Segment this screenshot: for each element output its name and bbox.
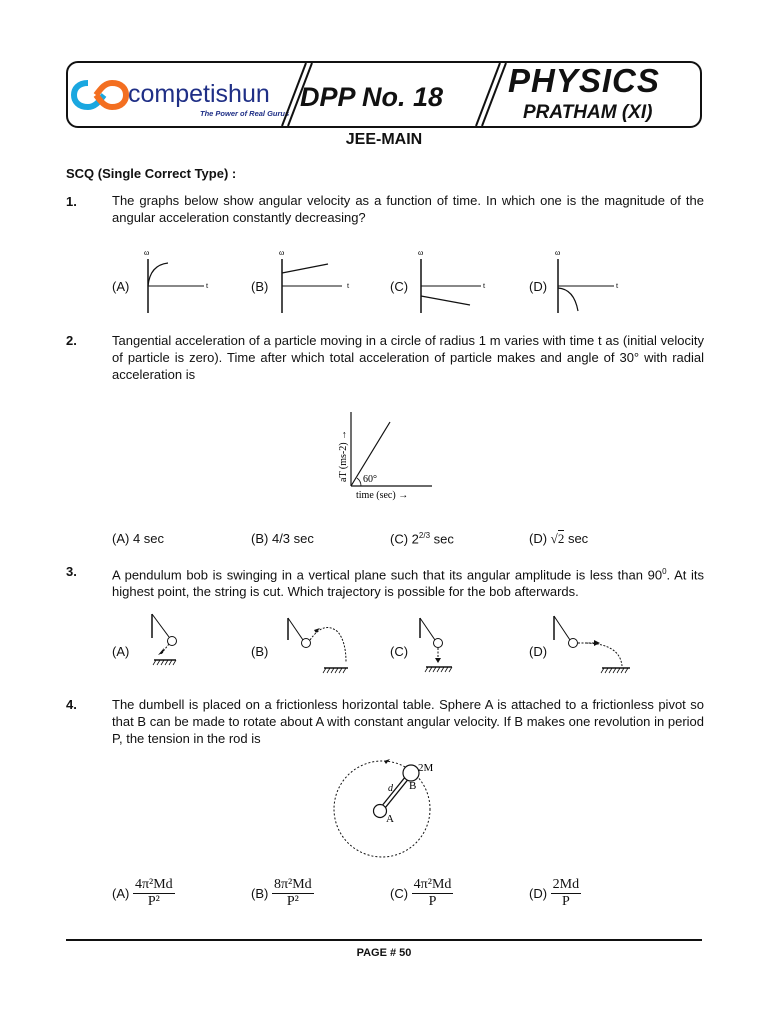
option-unit: sec (567, 531, 589, 546)
q1-graph-b (276, 245, 356, 315)
brand-name: competishun (128, 80, 270, 108)
option-label: (B) (251, 886, 269, 901)
axis-t-label: t (347, 281, 350, 290)
q3-figure-d (550, 612, 640, 674)
q4-option-d (529, 877, 581, 910)
fraction-denominator: P (428, 894, 437, 909)
q2-graph (332, 408, 442, 508)
brand-logo (72, 78, 292, 122)
q3-figure-b (282, 612, 352, 674)
q1-graph-c (415, 245, 495, 315)
option-label: (C) (390, 531, 409, 547)
q1-graph-d (552, 245, 632, 315)
question-number-4: 4. (66, 697, 77, 712)
q2-option-d (529, 531, 588, 547)
axis-omega-label: ω (144, 248, 150, 257)
axis-t-label: t (483, 281, 486, 290)
q3-option-a-label: (A) (112, 644, 130, 659)
option-label: (A) (112, 886, 130, 901)
option-label: (C) (390, 886, 409, 901)
question-text-2: Tangential acceleration of a particle moving in a circle of radius 1 m varies with time t as (initial velocity of particle is zero). Time after which total acceleration of particle makes and angle of 30° with radial acceleration is (112, 333, 704, 382)
q3-option-d-label: (D) (529, 644, 548, 659)
exam-title: JEE-MAIN (345, 131, 423, 148)
option-unit: sec (433, 531, 454, 547)
option-label: (D) (529, 531, 548, 546)
y-axis-label: aT (ms-2) → (338, 429, 349, 482)
fraction-denominator: P² (147, 894, 160, 909)
option-fraction (551, 877, 581, 910)
dpp-number: DPP No. 18 (300, 82, 444, 112)
q1-option-d-label: (D) (529, 279, 548, 294)
q2-option-b (251, 531, 314, 546)
axis-t-label: t (616, 281, 619, 290)
option-exponent: 2/3 (418, 531, 431, 540)
q1-option-a-label: (A) (112, 279, 130, 294)
mass-label: 2M (418, 762, 434, 774)
option-label: (A) (112, 531, 130, 546)
option-fraction (272, 877, 314, 910)
q3-text-part1: A pendulum bob is swinging in a vertical plane such that its angular amplitude is less than 90 (112, 567, 663, 583)
subject-title: PHYSICS (508, 62, 660, 99)
q1-option-b-label: (B) (251, 279, 269, 294)
q1-option-c-label: (C) (390, 279, 409, 294)
question-text-3 (112, 563, 704, 600)
axis-t-label: t (206, 281, 209, 290)
q2-option-c (390, 531, 454, 546)
option-label: (B) (251, 531, 269, 546)
fraction-numerator: 4π²Md (413, 877, 452, 892)
x-axis-label: time (sec) → (356, 490, 409, 501)
question-text-1: The graphs below show angular velocity as a function of time. In which one is the magnitude of the angular acceleration constantly decreasing? (112, 193, 704, 225)
section-title: SCQ (Single Correct Type) : (66, 166, 237, 181)
angle-label: 60° (363, 474, 377, 485)
question-number-3: 3. (66, 564, 77, 579)
page-number: PAGE # 50 (356, 947, 412, 959)
option-fraction (133, 877, 175, 910)
distance-d-label: d (388, 783, 393, 794)
option-fraction (412, 877, 454, 910)
q4-option-a (112, 877, 175, 910)
q3-option-c-label: (C) (390, 644, 409, 659)
q4-dumbbell-figure (326, 756, 450, 868)
divider-slash-right (470, 63, 510, 127)
option-value: 4/3 sec (271, 531, 314, 546)
sqrt-symbol: √2 (550, 531, 565, 546)
option-label: (D) (529, 886, 548, 901)
option-radicand: 2 (557, 531, 565, 546)
q3-text-sup: 0 (662, 567, 667, 576)
axis-omega-label: ω (279, 248, 285, 257)
footer-rule (66, 939, 702, 941)
question-number-2: 2. (66, 333, 77, 348)
axis-omega-label: ω (555, 248, 561, 257)
class-label: PRATHAM (XI) (523, 102, 653, 123)
fraction-denominator: P² (286, 894, 299, 909)
q3-text-part2: . At its highest point, the string is cut. Which trajectory is possible for the bob afterwards. (112, 567, 705, 600)
q1-graph-a (140, 245, 215, 315)
q4-option-c (390, 877, 453, 910)
option-base: 2 (411, 531, 419, 547)
fraction-numerator: 2Md (552, 877, 580, 892)
infinity-logo-icon (72, 78, 128, 112)
fraction-denominator: P (562, 894, 570, 909)
axis-omega-label: ω (418, 248, 424, 257)
option-value: 4 sec (132, 531, 165, 546)
brand-tagline: The Power of Real Gurus (200, 109, 290, 118)
q3-figure-c (414, 612, 464, 674)
fraction-numerator: 8π²Md (273, 877, 312, 892)
q4-option-b (251, 877, 314, 910)
q3-figure-a (144, 612, 184, 672)
question-text-4: The dumbell is placed on a frictionless horizontal table. Sphere A is attached to a frictionless pivot so that B can be made to rotate about A with constant angular velocity. If B makes one revolution in period P, the tension in the rod is (112, 697, 704, 746)
sphere-a-label: A (386, 813, 394, 825)
q3-option-b-label: (B) (251, 644, 269, 659)
sphere-b-label: B (409, 780, 417, 792)
question-number-1: 1. (66, 194, 77, 209)
q2-option-a (112, 531, 164, 546)
fraction-numerator: 4π²Md (134, 877, 173, 892)
